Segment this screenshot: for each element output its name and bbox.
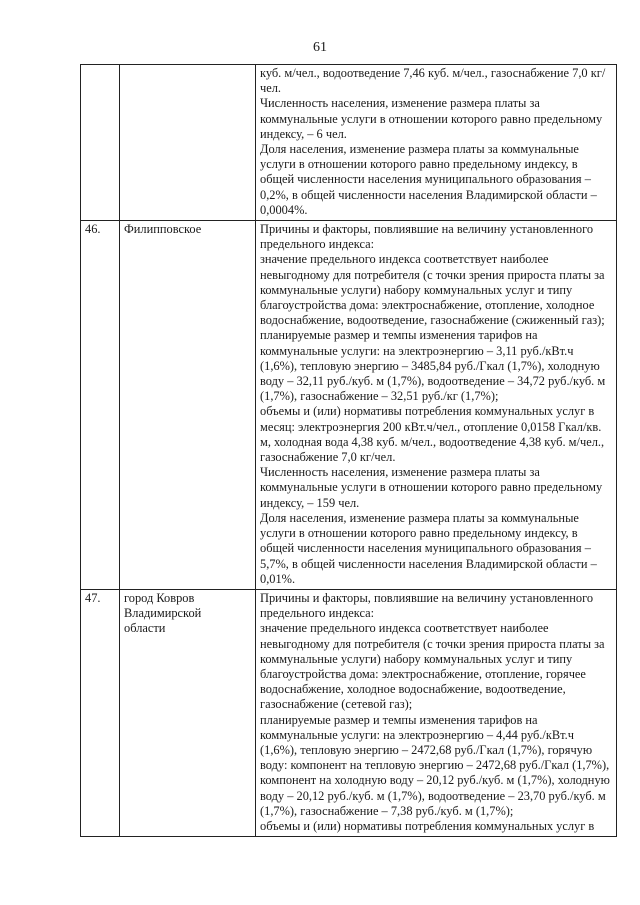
paragraph: Доля населения, изменение размера платы за коммунальные услуги в отношении которого равно предельному индексу, в общей численности населения муниципального образования – 5,7%, в общей численности населения Владимирской области – 0,01%. <box>260 510 597 586</box>
municipality-name-line: Филипповское <box>124 222 202 237</box>
paragraph: Причины и факторы, повлиявшие на величину установленного предельного индекса: <box>260 222 594 252</box>
municipality-name-line: Владимирской <box>124 606 202 621</box>
paragraph: куб. м/чел., водоотведение 7,46 куб. м/чел., газоснабжение 7,0 кг/чел. <box>260 66 606 96</box>
municipality-name <box>120 589 256 836</box>
paragraph: значение предельного индекса соответствует наиболее невыгодному для потребителя (с точки зрения прироста платы за коммунальные услуги) набору коммунальных услуг и типу благоустройства дома: электроснабжение, отопление, горячее водоснабжение, холодное водоснабжение, водоотведение, газоснабжение (сетевой газ); <box>260 621 605 712</box>
paragraph: Численность населения, изменение размера платы за коммунальные услуги в отношении которого равно предельному индексу, – 159 чел. <box>260 465 603 510</box>
table-row <box>81 221 617 590</box>
municipality-name <box>120 65 256 221</box>
table-row <box>81 65 617 221</box>
paragraph: Численность населения, изменение размера платы за коммунальные услуги в отношении которого равно предельному индексу, – 6 чел. <box>260 96 603 141</box>
row-number: 46. <box>81 221 120 590</box>
paragraph: объемы и (или) нормативы потребления коммунальных услуг в месяц: электроэнергия 200 кВт.ч/чел., отопление 0,0158 Гкал/кв. м, холодная вода 4,38 куб. м/чел., водоотведение 4,38 куб. м/чел., газоснабжение 7,0 кг/чел. <box>260 404 605 465</box>
paragraph: объемы и (или) нормативы потребления коммунальных услуг в <box>260 818 595 833</box>
row-number <box>81 65 120 221</box>
table-row <box>81 589 617 836</box>
paragraph: Причины и факторы, повлиявшие на величину установленного предельного индекса: <box>260 590 594 621</box>
tariff-table <box>80 64 617 837</box>
municipality-name-line: город Ковров <box>124 590 195 605</box>
paragraph: планируемые размер и темпы изменения тарифов на коммунальные услуги: на электроэнергию – 4,44 руб./кВт.ч (1,6%), тепловую энергию – 2472,68 руб./Гкал (1,7%), горячую воду: компонент на тепловую энергию – 2472,68 руб./Гкал (1,7%), компонент на холодную воду – 20,12 руб./куб. м (1,7%), холодную воду – 20,12 руб./куб. м (1,7%), водоотведение – 23,70 руб./куб. м (1,7%), газоснабжение – 7,38 руб./куб. м (1,7%); <box>260 712 610 818</box>
row-description <box>256 221 617 590</box>
paragraph: Доля населения, изменение размера платы за коммунальные услуги в отношении которого равно предельному индексу, в общей численности населения муниципального образования – 0,2%, в общей численности населения Владимирской области – 0,0004%. <box>260 142 597 217</box>
municipality-name-line: области <box>124 621 166 636</box>
page-number: 61 <box>313 40 327 55</box>
row-description <box>256 65 617 221</box>
paragraph: значение предельного индекса соответствует наиболее невыгодному для потребителя (с точки зрения прироста платы за коммунальные услуги) набору коммунальных услуг и типу благоустройства дома: электроснабжение, отопление, холодное водоснабжение, водоотведение, газоснабжение (сжиженный газ); <box>260 252 605 328</box>
row-number: 47. <box>81 589 120 836</box>
row-description <box>256 589 617 836</box>
paragraph: планируемые размер и темпы изменения тарифов на коммунальные услуги: на электроэнергию – 3,11 руб./кВт.ч (1,6%), тепловую энергию – 3485,84 руб./Гкал (1,7%), холодную воду – 32,11 руб./куб. м (1,7%), водоотведение – 34,72 руб./куб. м (1,7%), газоснабжение – 32,51 руб./кг (1,7%); <box>260 328 606 404</box>
municipality-name <box>120 221 256 590</box>
